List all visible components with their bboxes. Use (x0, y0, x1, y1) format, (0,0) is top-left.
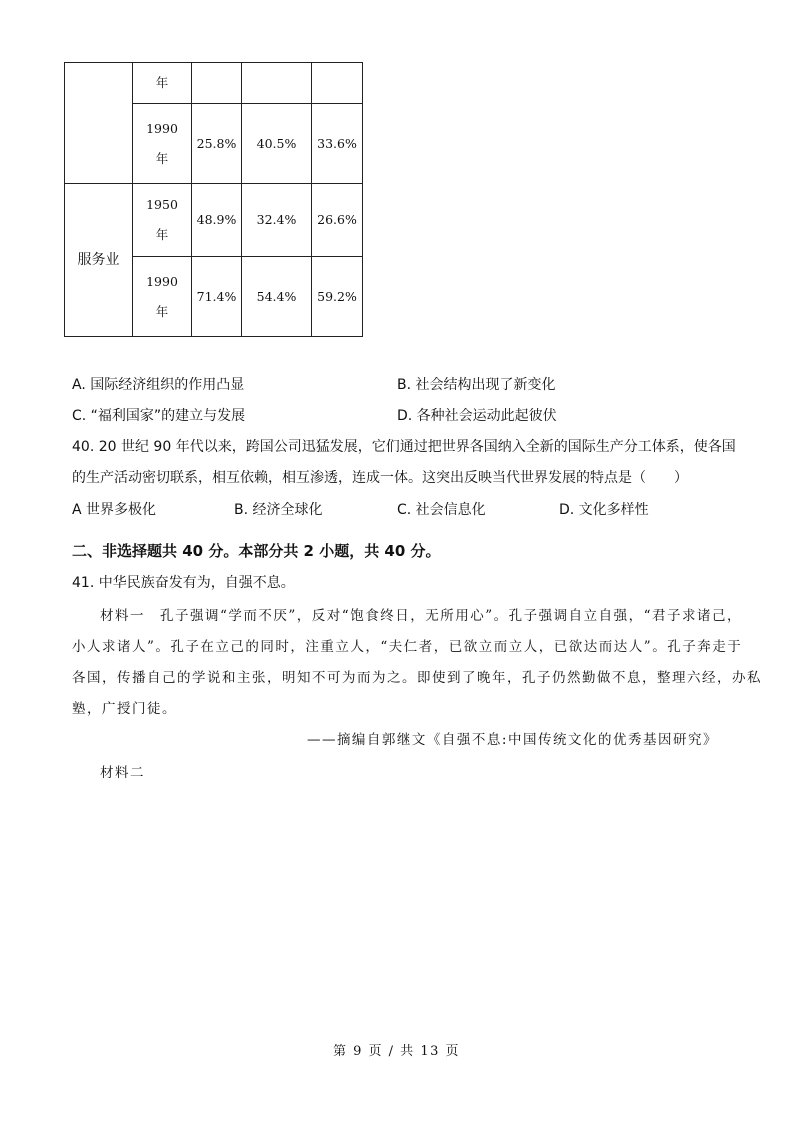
question-40-line1: 40. 20 世纪 90 年代以来，跨国公司迅猛发展，它们通过把世界各国纳入全新的国际生产分工体系，使各国 (72, 439, 736, 455)
page-footer: 第 9 页 / 共 13 页 (333, 1044, 460, 1059)
table-cell: 59.2% (312, 257, 363, 337)
option-d: D. 各种社会运动此起彼伏 (397, 408, 557, 424)
table-cell: 33.6% (312, 104, 363, 184)
table-cell: 服务业 (65, 184, 133, 337)
option-c: C. “福利国家”的建立与发展 (72, 408, 246, 424)
material-1-line: 塾，广授门徒。 (72, 701, 177, 717)
option-b: B. 社会结构出现了新变化 (397, 377, 556, 393)
material-1-line: 各国，传播自己的学说和主张，明知不可为而为之。即使到了晚年，孔子仍然勤做不息，整理六经，办私 (72, 670, 762, 686)
source-citation: ——摘编自郭继文《自强不息:中国传统文化的优秀基因研究》 (306, 732, 718, 748)
material-2-label: 材料二 (100, 765, 145, 781)
table-cell: 25.8% (192, 104, 242, 184)
section-heading: 二、非选择题共 40 分。本部分共 2 小题，共 40 分。 (72, 542, 441, 560)
material-1-line: 材料一 孔子强调“学而不厌”，反对“饱食终日，无所用心”。孔子强调自立自强，“君子求诸己， (100, 608, 743, 624)
table-cell: 40.5% (242, 104, 312, 184)
question-40-line2: 的生产活动密切联系，相互依赖，相互渗透，连成一体。这突出反映当代世界发展的特点是（ ） (72, 470, 688, 486)
table-cell: 71.4% (192, 257, 242, 337)
table-cell: 32.4% (242, 184, 312, 257)
table-cell: 1990 年 (133, 104, 192, 184)
data-table (64, 62, 363, 337)
table-cell: 1950 年 (133, 184, 192, 257)
material-1-line: 小人求诸人”。孔子在立己的同时，注重立人，“夫仁者，已欲立而立人，已欲达而达人”。孔子奔走于 (72, 639, 743, 655)
table-cell: 48.9% (192, 184, 242, 257)
table-cell (312, 63, 363, 104)
table-cell (242, 63, 312, 104)
table-cell: 26.6% (312, 184, 363, 257)
table-cell (65, 63, 133, 184)
option-c: C. 社会信息化 (397, 502, 486, 518)
table-cell: 年 (133, 63, 192, 104)
table-cell (192, 63, 242, 104)
option-d: D. 文化多样性 (559, 502, 649, 518)
table-cell: 1990 年 (133, 257, 192, 337)
table-cell: 54.4% (242, 257, 312, 337)
option-a: A 世界多极化 (72, 502, 157, 518)
option-b: B. 经济全球化 (234, 502, 323, 518)
question-41-stem: 41. 中华民族奋发有为，自强不息。 (72, 575, 295, 591)
option-a: A. 国际经济组织的作用凸显 (72, 377, 245, 393)
